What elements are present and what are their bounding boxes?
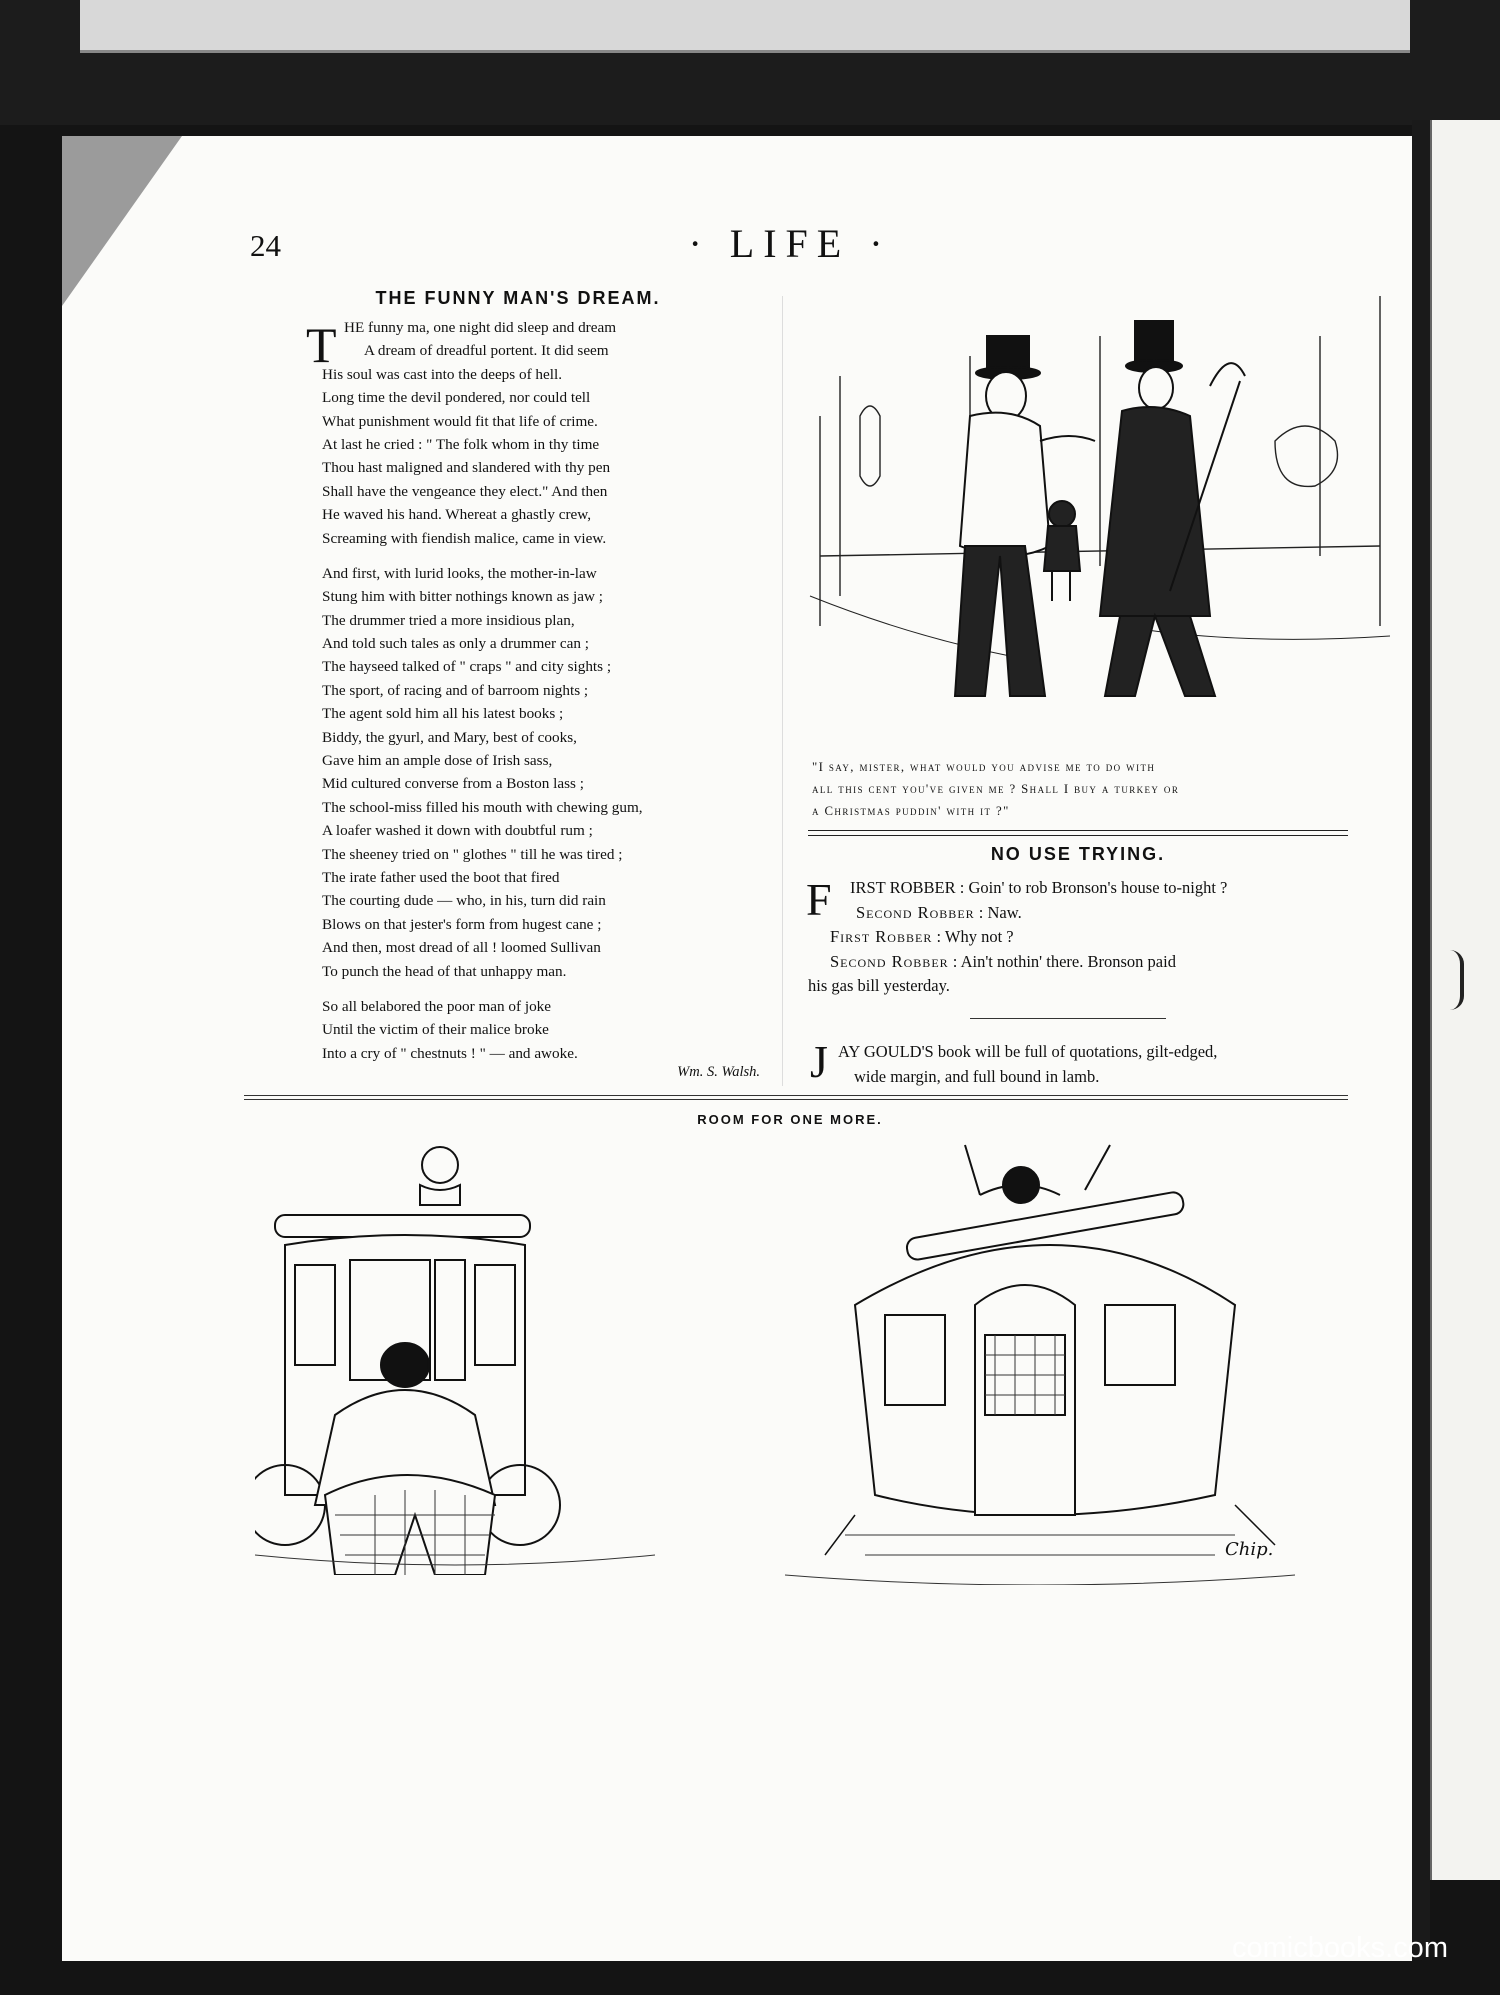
poem-line: And first, with lurid looks, the mother-in-law bbox=[322, 564, 597, 582]
dialogue-drop-cap: F bbox=[806, 874, 832, 925]
section-divider bbox=[808, 830, 1348, 836]
poem-line: And then, most dread of all ! loomed Sullivan bbox=[322, 939, 601, 957]
cartoon-caption bbox=[812, 756, 1352, 822]
poem-line: He waved his hand. Whereat a ghastly crew, bbox=[322, 506, 592, 524]
poem-line: At last he cried : " The folk whom in thy time bbox=[322, 435, 600, 453]
next-page-mark bbox=[1450, 950, 1464, 1010]
artist-signature: Chip. bbox=[1225, 1539, 1274, 1560]
poem-body bbox=[322, 316, 752, 1065]
poem-line: Screaming with fiendish malice, came in view. bbox=[322, 529, 607, 547]
page-divider bbox=[244, 1095, 1348, 1100]
speaker-name: IRST ROBBER bbox=[850, 878, 956, 897]
street-beggar-cartoon bbox=[800, 296, 1400, 716]
masthead-title: · LIFE · bbox=[688, 221, 892, 266]
jay-gould-paragraph bbox=[808, 1036, 1348, 1089]
poem-line: The drummer tried a more insidious plan, bbox=[322, 611, 575, 629]
paragraph-line: wide margin, and full bound in lamb. bbox=[854, 1066, 1100, 1086]
dialogue-line bbox=[808, 876, 1348, 901]
paragraph-line: AY GOULD'S book will be full of quotations, gilt-edged, bbox=[838, 1042, 1218, 1061]
poem-line: And told such tales as only a drummer can ; bbox=[322, 635, 589, 653]
gould-drop-cap: J bbox=[810, 1036, 828, 1087]
dialogue-line bbox=[808, 901, 1348, 926]
poem-line: The agent sold him all his latest books ; bbox=[322, 705, 564, 723]
dialogue-text: : Goin' to rob Bronson's house to-night ? bbox=[955, 878, 1228, 897]
dialogue-text: : Why not ? bbox=[932, 927, 1014, 946]
poem-line: Stung him with bitter nothings known as jaw ; bbox=[322, 588, 603, 606]
poem-line: So all belabored the poor man of joke bbox=[322, 997, 552, 1015]
poem-title: THE FUNNY MAN'S DREAM. bbox=[375, 288, 661, 308]
poem-line: The school-miss filled his mouth with chewing gum, bbox=[322, 798, 643, 816]
poem-line: Blows on that jester's form from hugest cane ; bbox=[322, 915, 602, 933]
poem-line: His soul was cast into the deeps of hell. bbox=[322, 365, 563, 383]
dialogue-text: : Ain't nothin' there. Bronson paid bbox=[948, 951, 1176, 971]
site-watermark: comicbooks.com bbox=[1232, 1932, 1448, 1964]
poem-drop-cap: T bbox=[306, 317, 337, 373]
page-number: 24 bbox=[250, 228, 281, 263]
poem-line: HE funny ma, one night did sleep and dream bbox=[344, 319, 617, 336]
poem-line: The sport, of racing and of barroom nights ; bbox=[322, 681, 589, 699]
poem-line: To punch the head of that unhappy man. bbox=[322, 962, 567, 980]
poem-line: Into a cry of " chestnuts ! " — and awoke. bbox=[322, 1044, 578, 1062]
poem-line: Mid cultured converse from a Boston lass ; bbox=[322, 775, 584, 793]
speaker-name: Second Robber bbox=[856, 902, 975, 922]
wrecked-carriage-cartoon bbox=[785, 1135, 1295, 1585]
poem-line: A dream of dreadful portent. It did seem bbox=[364, 342, 609, 360]
speaker-name: Second Robber bbox=[830, 951, 949, 971]
poem-line: A loafer washed it down with doubtful rum ; bbox=[322, 822, 593, 840]
poem-line: The irate father used the boot that fired bbox=[322, 868, 560, 886]
poem-line: Gave him an ample dose of Irish sass, bbox=[322, 752, 553, 770]
poem-line: The hayseed talked of " craps " and city sights ; bbox=[322, 658, 612, 676]
folded-corner bbox=[62, 136, 182, 306]
dialogue-line bbox=[808, 925, 1348, 950]
poem-line: The sheeney tried on " glothes " till he was tired ; bbox=[322, 845, 623, 863]
dialogue-text: : Naw. bbox=[974, 902, 1022, 922]
caption-line: "I say, mister, what would you advise me to do with bbox=[812, 760, 1156, 774]
column-divider bbox=[782, 296, 783, 1086]
robber-dialogue bbox=[808, 876, 1348, 999]
caption-line: all this cent you've given me ? Shall I buy a turkey or bbox=[812, 782, 1180, 796]
speaker-name: First Robber bbox=[830, 927, 933, 946]
previous-page-edge bbox=[80, 0, 1410, 53]
poem-line: What punishment would fit that life of crime. bbox=[322, 412, 598, 430]
no-use-trying-title: NO USE TRYING. bbox=[990, 844, 1166, 864]
poem-signature: Wm. S. Walsh. bbox=[677, 1064, 760, 1080]
bottom-cartoon-title: ROOM FOR ONE MORE. bbox=[697, 1112, 883, 1127]
poem-line: Shall have the vengeance they elect." And then bbox=[322, 482, 608, 500]
poem-line: Long time the devil pondered, nor could tell bbox=[322, 389, 591, 407]
carriage-boarding-cartoon bbox=[255, 1135, 655, 1575]
caption-line: a Christmas puddin' with it ?" bbox=[812, 804, 1010, 818]
poem-line: Until the victim of their malice broke bbox=[322, 1021, 549, 1039]
next-page-edge bbox=[1430, 120, 1500, 1880]
poem-line: The courting dude — who, in his, turn did rain bbox=[322, 892, 606, 910]
dialogue-line: his gas bill yesterday. bbox=[808, 976, 950, 995]
scan-gutter bbox=[1412, 120, 1430, 1960]
poem-line: Biddy, the gyurl, and Mary, best of cooks, bbox=[322, 728, 577, 746]
poem-line: Thou hast maligned and slandered with thy pen bbox=[322, 459, 611, 477]
dialogue-line bbox=[808, 950, 1348, 975]
short-divider bbox=[970, 1018, 1166, 1019]
